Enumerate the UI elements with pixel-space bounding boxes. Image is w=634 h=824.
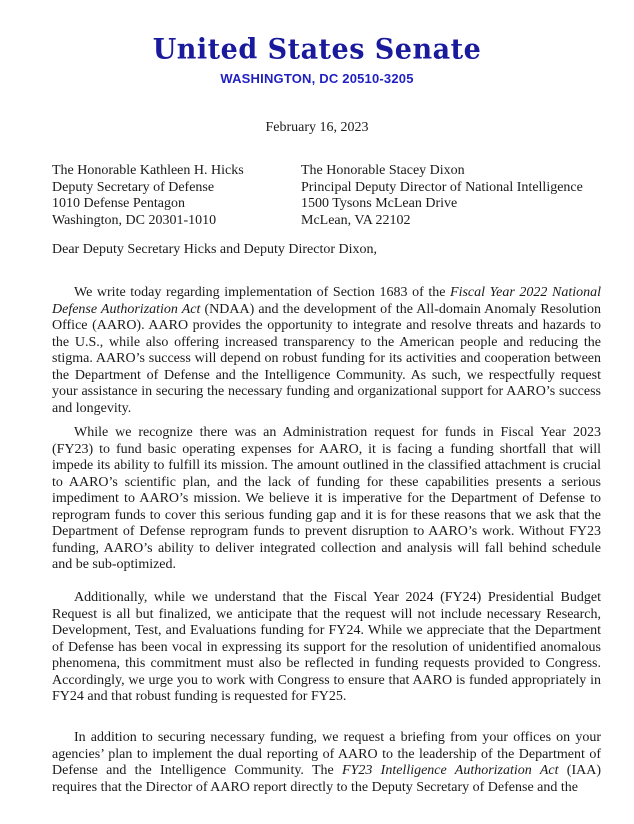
text-run: We write today regarding implementation of Section 1683 of the bbox=[74, 285, 451, 300]
body-paragraph-1 bbox=[52, 285, 601, 417]
act-title: Fiscal Year 2022 National Defense Authorization Act bbox=[52, 285, 601, 317]
text-run: In addition to securing necessary funding, we request a briefing from your offices on your agencies’ plan to implement the dual reporting of AARO to the leadership of the Department of Defense and the Intelligence Community. The bbox=[52, 730, 601, 778]
text-run: (IAA) requires that the Director of AARO report directly to the Deputy Secretary of Defense and the bbox=[52, 763, 601, 795]
paragraph-text: Additionally, while we understand that the Fiscal Year 2024 (FY24) Presidential Budget Request is all but finalized, we anticipate that the request will not include necessary Research, Development, Test, and Evaluations funding for FY24. While we appreciate that the Department of Defense has been vocal in expressing its support for the resolution of unidentified anomalous phenomena, this commitment must also be reflected in funding requests provided to Congress. Accordingly, we urge you to work with Congress to ensure that AARO is funded appropriately in FY24 and that robust funding is requested for FY25. bbox=[52, 590, 601, 704]
letterhead bbox=[0, 34, 634, 86]
paragraph-text: While we recognize there was an Administration request for funds in Fiscal Year 2023 (FY23) to fund basic operating expenses for AARO, it is facing a funding shortfall that will impede its ability to fulfill its mission. The amount outlined in the classified attachment is crucial to AARO’s scientific plan, and the lack of funding for these capabilities presents a serious impediment to AARO’s mission. We believe it is imperative for the Department of Defense to reprogram funds to cover this serious funding gap and it is for these reasons that we ask that the Department of Defense reprogram funds to prevent disruption to AARO’s work. Without FY23 funding, AARO’s ability to deliver integrated collection and analysis will fall behind schedule and be sub-optimized. bbox=[52, 425, 601, 572]
salutation: Dear Deputy Secretary Hicks and Deputy Director Dixon, bbox=[52, 242, 378, 257]
body-paragraph-3 bbox=[52, 590, 601, 706]
recipient-name: The Honorable Kathleen H. Hicks bbox=[52, 163, 244, 178]
body-paragraph-4 bbox=[52, 730, 601, 796]
recipient-address-line2: Washington, DC 20301-1010 bbox=[52, 212, 217, 228]
recipient-name: The Honorable Stacey Dixon bbox=[301, 163, 465, 178]
recipient-title: Principal Deputy Director of National Intelligence bbox=[301, 179, 583, 195]
senate-title: United States Senate bbox=[152, 33, 482, 66]
recipient-block-hicks bbox=[52, 163, 244, 229]
act-title: FY23 Intelligence Authorization Act bbox=[342, 763, 559, 778]
text-run: (NDAA) and the development of the All-domain Anomaly Resolution Office (AARO). AARO provides the opportunity to integrate and resolve threats and hazards to the U.S., while also offering increased transparency to the American people and reducing the stigma. AARO’s success will depend on robust funding for its activities and cooperation between the Department of Defense and the Intelligence Community. As such, we respectfully request your assistance in securing the necessary funding and organizational support for AARO’s success and longevity. bbox=[52, 301, 602, 416]
recipient-address-line2: McLean, VA 22102 bbox=[301, 212, 411, 228]
senate-address: WASHINGTON, DC 20510-3205 bbox=[220, 71, 414, 86]
letter-date: February 16, 2023 bbox=[265, 120, 369, 135]
body-paragraph-2 bbox=[52, 425, 601, 574]
recipient-block-dixon bbox=[301, 163, 583, 229]
recipient-title: Deputy Secretary of Defense bbox=[52, 179, 215, 195]
recipient-address-line1: 1010 Defense Pentagon bbox=[52, 196, 185, 211]
recipient-address-line1: 1500 Tysons McLean Drive bbox=[301, 196, 458, 211]
